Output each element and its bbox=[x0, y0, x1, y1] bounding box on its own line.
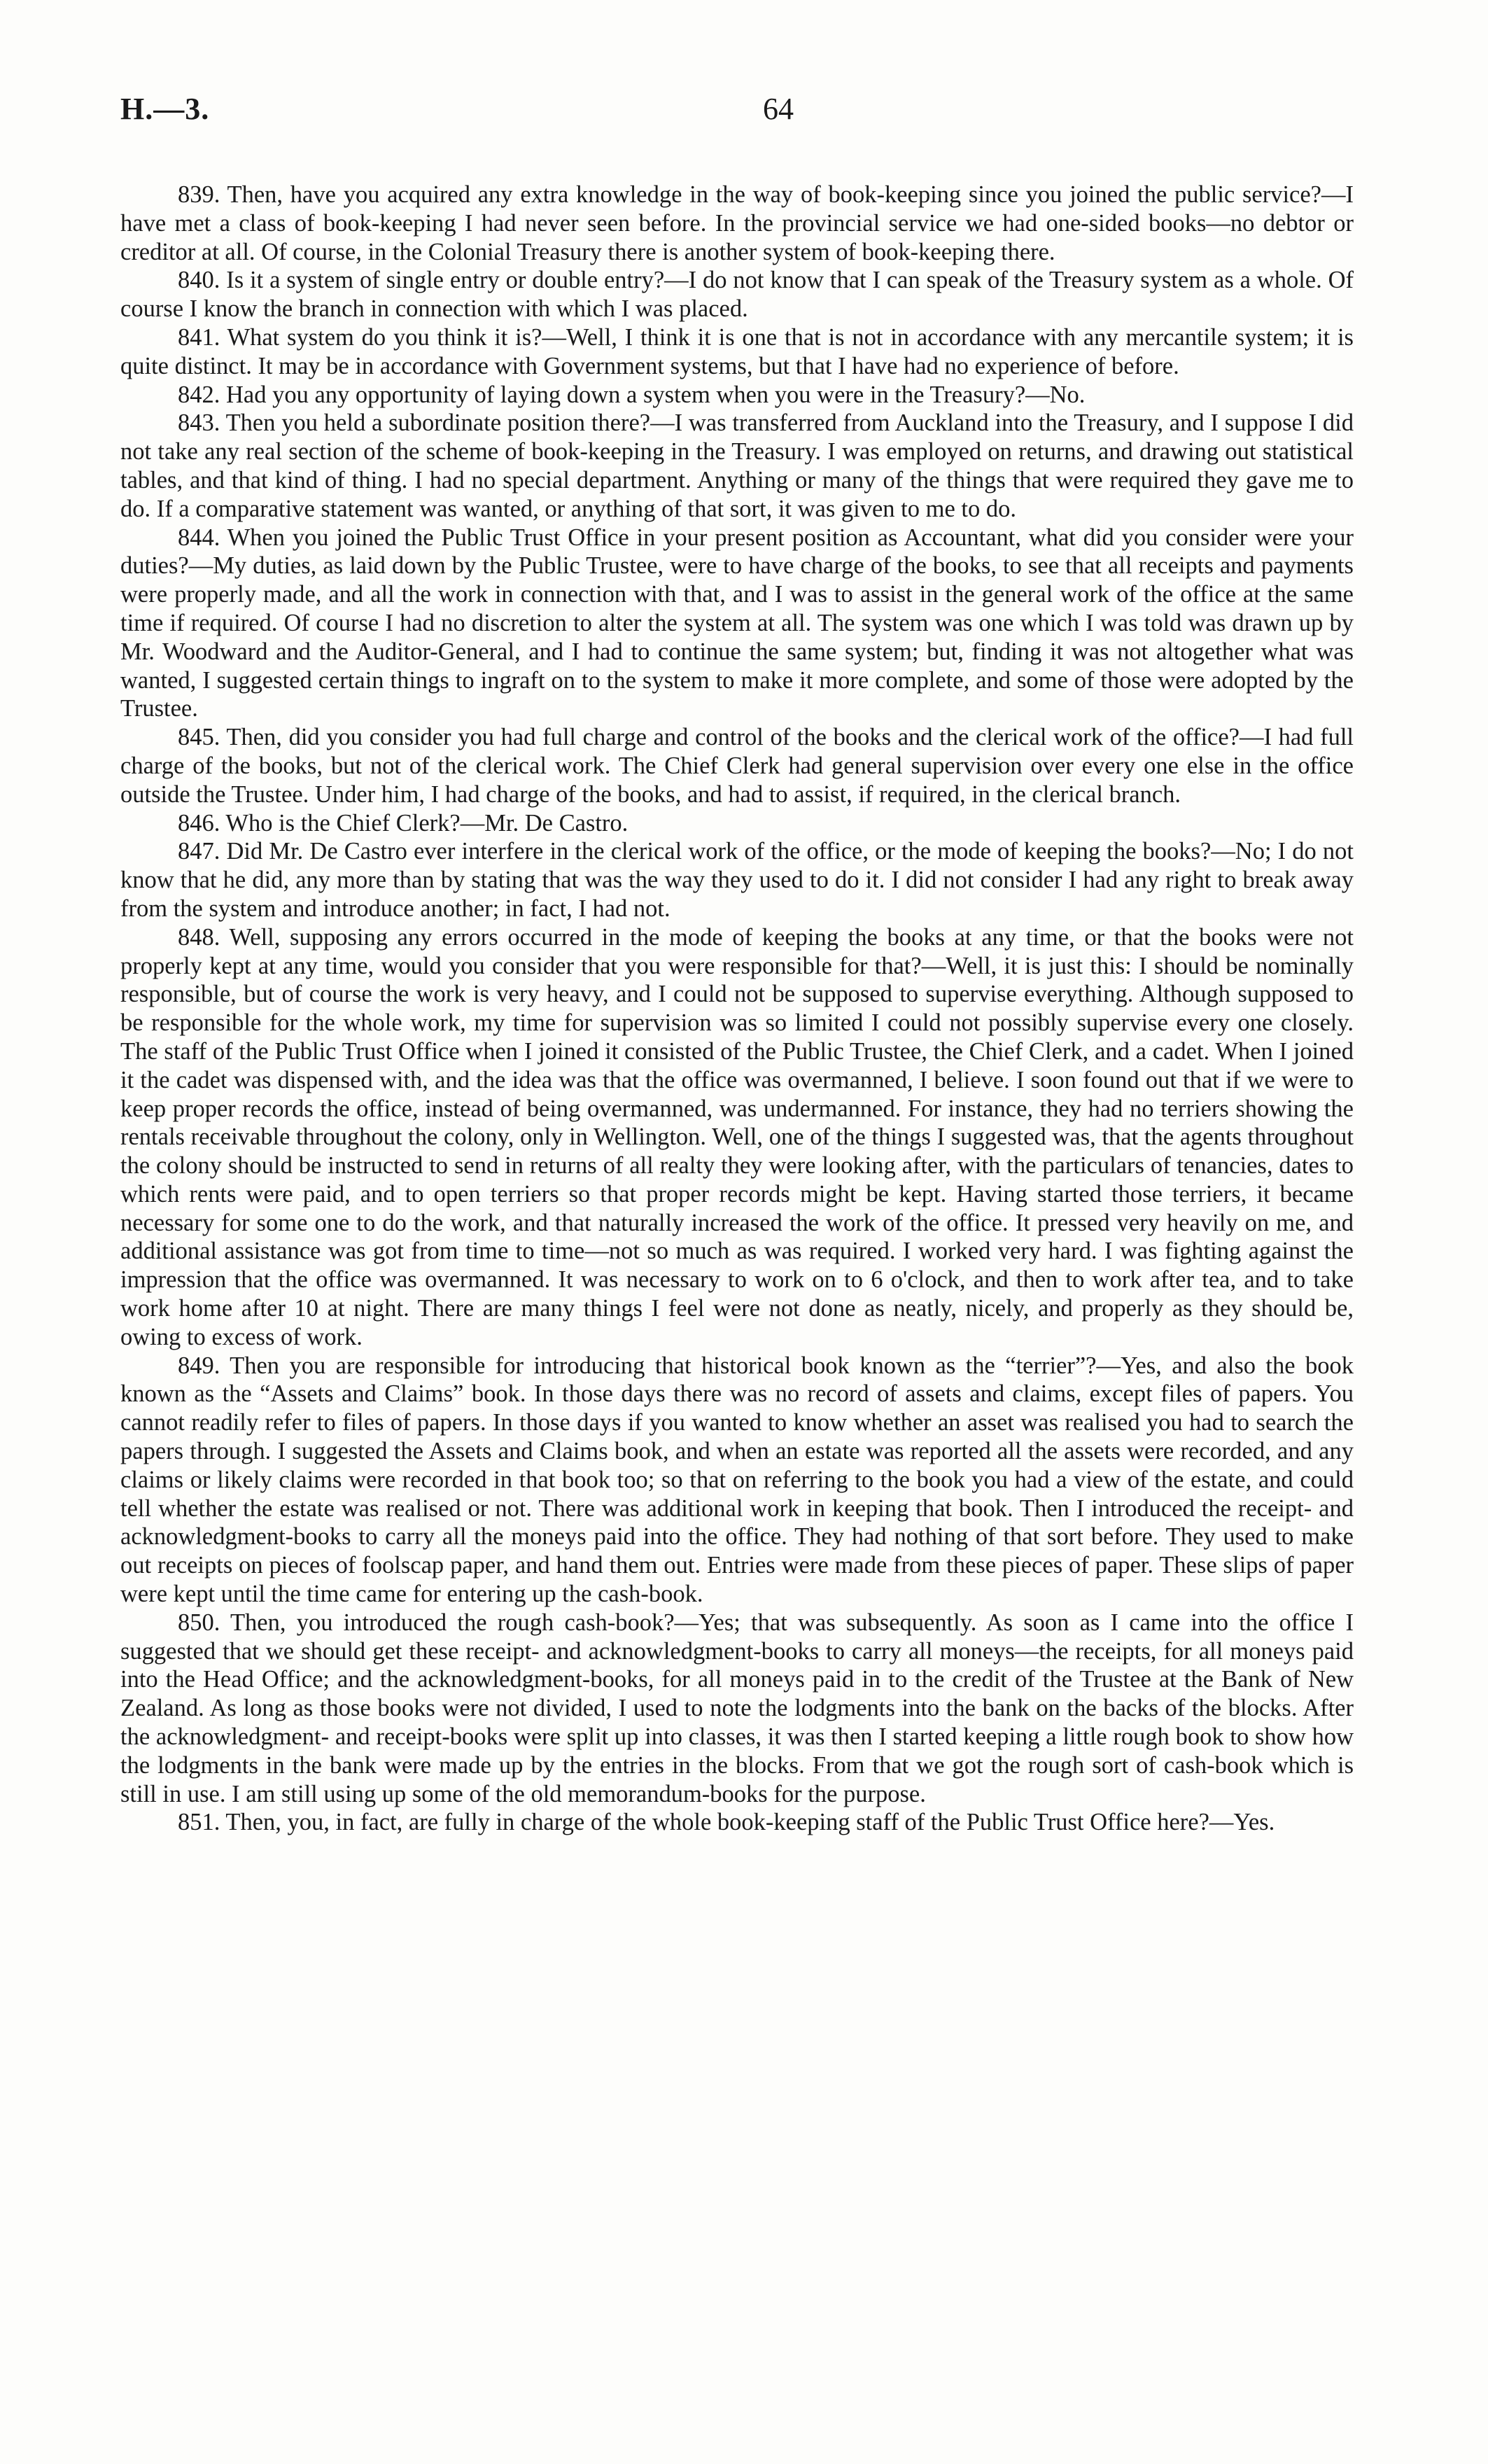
testimony-body bbox=[120, 181, 1354, 1837]
page-number: 64 bbox=[763, 92, 794, 126]
question-851 bbox=[120, 1808, 1354, 1837]
question-849 bbox=[120, 1352, 1354, 1609]
question-845 bbox=[120, 723, 1354, 808]
question-842 bbox=[120, 381, 1354, 410]
question-843 bbox=[120, 409, 1354, 523]
question-text: When you joined the Public Trust Office in your present position as Accountant, what did you consider were your duties?—My duties, as laid down by the Public Trustee, were to have charge of the books, to see that all receipts and payments were properly made, and all the work in connection with that, and I was to assist in the general work of the office at the same time if required. Of course I had no discretion to alter the system at all. The system was one which I was told was drawn up by Mr. Woodward and the Auditor-General, and I had to continue the same system; but, finding it was not altogether what was wanted, I suggested certain things to ingraft on to the system to make it more complete, and some of those were adopted by the Trustee. bbox=[120, 524, 1354, 722]
question-850 bbox=[120, 1609, 1354, 1809]
question-text: Is it a system of single entry or double entry?—I do not know that I can speak of the Treasury system as a whole. Of course I know the branch in connection with which I was placed. bbox=[120, 267, 1354, 323]
question-number: 849. bbox=[178, 1352, 220, 1379]
question-text: Then you held a subordinate position there?—I was transferred from Auckland into the Treasury, and I suppose I did not take any real section of the scheme of book-keeping in the Treasury. I was employed on returns, and drawing out statistical tables, and that kind of thing. I had no special department. Anything or many of the things that were required they gave me to do. If a comparative statement was wanted, or anything of that sort, it was given to me to do. bbox=[120, 410, 1354, 522]
question-839 bbox=[120, 181, 1354, 266]
question-text: Then you are responsible for introducing that historical book known as the “terrier”?—Yes, and also the book known as the “Assets and Claims” book. In those days there was no record of assets and claims, except files of papers. You cannot readily refer to files of papers. In those days if you wanted to know whether an asset was realised you had to search the papers through. I suggested the Assets and Claims book, and when an estate was reported all the assets were recorded, and any claims or likely claims were recorded in that book too; so that on referring to the book you had a view of the estate, and could tell whether the estate was realised or not. There was additional work in keeping that book. Then I introduced the receipt- and acknowledgment-books to carry all the moneys paid into the office. They had nothing of that sort before. They used to make out receipts on pieces of foolscap paper, and hand them out. Entries were made from these pieces of paper. These slips of paper were kept until the time came for entering up the cash-book. bbox=[120, 1352, 1354, 1608]
question-number: 844. bbox=[178, 524, 220, 551]
question-number: 851. bbox=[178, 1809, 220, 1836]
question-text: Then, you, in fact, are fully in charge of the whole book-keeping staff of the Public Trust Office here?—Yes. bbox=[225, 1809, 1275, 1836]
question-number: 843. bbox=[178, 410, 220, 437]
question-844 bbox=[120, 524, 1354, 724]
question-840 bbox=[120, 266, 1354, 323]
question-text: Did Mr. De Castro ever interfere in the clerical work of the office, or the mode of keeping the books?—No; I do not know that he did, any more than by stating that was the way they used to do it. I did not consider I had any right to break away from the system and introduce another; in fact, I had not. bbox=[120, 838, 1354, 922]
question-number: 845. bbox=[178, 724, 220, 751]
question-841 bbox=[120, 323, 1354, 381]
question-text: Then, have you acquired any extra knowledge in the way of book-keeping since you joined the public service?—I have met a class of book-keeping I had never seen before. In the provincial service we had one-sided books—no debtor or creditor at all. Of course, in the Colonial Treasury there is another system of book-keeping there. bbox=[120, 181, 1354, 265]
question-text: Had you any opportunity of laying down a system when you were in the Treasury?—No. bbox=[226, 381, 1086, 408]
question-number: 846. bbox=[178, 809, 220, 836]
page-header bbox=[120, 91, 1366, 140]
question-text: Then, did you consider you had full charge and control of the books and the clerical work of the office?—I had full charge of the books, but not of the clerical work. The Chief Clerk had general supervision over every one else in the office outside the Trustee. Under him, I had charge of the books, and had to assist, if required, in the clerical branch. bbox=[120, 724, 1354, 808]
question-number: 839. bbox=[178, 181, 220, 208]
question-text: Then, you introduced the rough cash-book?—Yes; that was subsequently. As soon as I came into the office I suggested that we should get these receipt- and acknowledgment-books to carry all moneys—the receipts, for all moneys paid into the Head Office; and the acknowledgment-books, for all moneys paid in to the credit of the Trustee at the Bank of New Zealand. As long as those books were not divided, I used to note the lodgments into the bank on the backs of the blocks. After the acknowledgment- and receipt-books were split up into classes, it was then I started keeping a little rough book to show how the lodgments in the bank were made up by the entries in the blocks. From that we got the rough sort of cash-book which is still in use. I am still using up some of the old memorandum-books for the purpose. bbox=[120, 1609, 1354, 1807]
question-number: 842. bbox=[178, 381, 220, 408]
question-846 bbox=[120, 809, 1354, 838]
question-text: What system do you think it is?—Well, I think it is one that is not in accordance with any mercantile system; it is quite distinct. It may be in accordance with Government systems, but that I have had no experience of before. bbox=[120, 323, 1354, 379]
question-number: 847. bbox=[178, 838, 220, 865]
question-number: 850. bbox=[178, 1609, 220, 1636]
question-text: Who is the Chief Clerk?—Mr. De Castro. bbox=[225, 809, 629, 836]
question-text: Well, supposing any errors occurred in the mode of keeping the books at any time, or that the books were not properly kept at any time, would you consider that you were responsible for that?—Well, it is just this: I should be nominally responsible, but of course the work is very heavy, and I could not be supposed to supervise everything. Although supposed to be responsible for the whole work, my time for supervision was so limited I could not possibly supervise every one closely. The staff of the Public Trust Office when I joined it consisted of the Public Trustee, the Chief Clerk, and a cadet. When I joined it the cadet was dispensed with, and the idea was that the office was overmanned, I believe. I soon found out that if we were to keep proper records the office, instead of being overmanned, was undermanned. For instance, they had no terriers showing the rentals receivable throughout the colony, only in Wellington. Well, one of the things I suggested was, that the agents throughout the colony should be instructed to send in returns of all realty they were looking after, with the particulars of tenancies, dates to which rents were paid, and to open terriers so that proper records might be kept. Having started those terriers, it became necessary for some one to do the work, and that naturally increased the work of the office. It pressed very heavily on me, and additional assistance was got from time to time—not so much as was required. I worked very hard. I was fighting against the impression that the office was overmanned. It was necessary to work on to 6 o'clock, and then to work after tea, and to take work home after 10 at night. There are many things I feel were not done as neatly, nicely, and properly as they should be, owing to excess of work. bbox=[120, 923, 1354, 1350]
question-847 bbox=[120, 837, 1354, 923]
question-number: 841. bbox=[178, 323, 220, 351]
question-number: 840. bbox=[178, 267, 220, 294]
document-reference: H.—3. bbox=[120, 92, 210, 126]
question-number: 848. bbox=[178, 923, 220, 951]
question-848 bbox=[120, 923, 1354, 1352]
